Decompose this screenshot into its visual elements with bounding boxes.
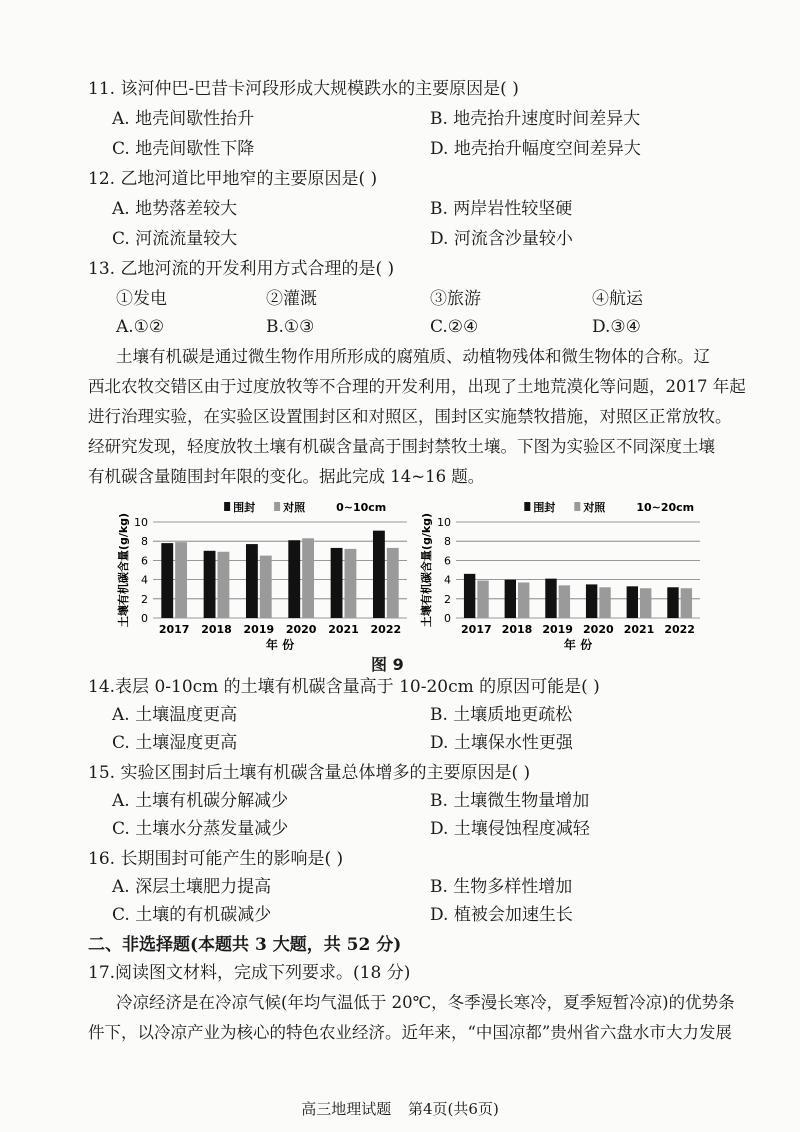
- bar-对照-2017: [477, 581, 488, 618]
- bar-围封-2020: [288, 540, 300, 618]
- q13-item-4: ④航运: [592, 289, 643, 309]
- figure-caption: 图 9: [371, 655, 404, 674]
- q13-option-d: D.③④: [592, 317, 641, 337]
- bar-对照-2020: [599, 587, 610, 618]
- x-tick-label: 2020: [285, 623, 317, 636]
- q13-option-c: C.②④: [430, 317, 479, 337]
- y-tick-label: 2: [444, 592, 451, 606]
- q17-stem: 17.阅读图文材料，完成下列要求。(18 分): [88, 963, 411, 983]
- legend-swatch-围封: [524, 502, 530, 511]
- x-tick-label: 2017: [461, 623, 492, 636]
- q11-option-c: C. 地壳间歇性下降: [112, 139, 255, 159]
- y-tick-label: 0: [141, 612, 148, 625]
- q11-option-a: A. 地壳间歇性抬升: [112, 109, 255, 129]
- page-footer: [0, 1098, 800, 1119]
- passage-line-4: 经研究发现，轻度放牧土壤有机碳含量高于围封禁牧土壤。下图为实验区不同深度土壤: [88, 437, 715, 456]
- legend-label-围封: 围封: [233, 501, 256, 514]
- bar-围封-2020: [586, 584, 597, 618]
- q17-passage-line-2: 件下，以冷凉产业为核心的特色农业经济。近年来，“中国凉都”贵州省六盘水市大力发展: [88, 1023, 732, 1042]
- q14-option-b: B. 土壤质地更疏松: [430, 705, 573, 725]
- x-tick-label: 2022: [370, 623, 402, 636]
- q14-option-c: C. 土壤湿度更高: [112, 733, 238, 753]
- q13-item-2: ②灌溉: [266, 289, 317, 309]
- bar-围封-2018: [505, 580, 516, 618]
- q17-passage-line-1: 冷凉经济是在冷凉气候(年均气温低于 20℃，冬季漫长寒冷，夏季短暂冷凉)的优势条: [116, 993, 735, 1012]
- q13-stem: 13. 乙地河流的开发利用方式合理的是( ): [88, 259, 395, 279]
- chart-title: 0~10cm: [336, 501, 387, 514]
- x-tick-label: 2021: [623, 623, 655, 636]
- y-tick-label: 8: [444, 535, 451, 549]
- bar-围封-2022: [373, 531, 385, 618]
- bar-围封-2017: [161, 543, 173, 618]
- chart-10-20cm-svg: [418, 492, 708, 650]
- x-axis-label: 年 份: [265, 638, 295, 650]
- q14-option-d: D. 土壤保水性更强: [430, 733, 573, 753]
- bar-对照-2020: [302, 538, 314, 618]
- bar-对照-2022: [387, 548, 399, 618]
- bar-对照-2017: [175, 542, 187, 618]
- legend-swatch-对照: [574, 502, 580, 511]
- bar-对照-2018: [518, 582, 529, 618]
- q13-item-1: ①发电: [116, 289, 167, 309]
- passage-line-5: 有机碳含量随围封年限的变化。据此完成 14~16 题。: [88, 467, 485, 486]
- x-tick-label: 2019: [542, 623, 573, 636]
- chart-title: 10~20cm: [636, 501, 695, 514]
- chart-0-10cm-svg: [115, 492, 415, 650]
- q16-option-c: C. 土壤的有机碳减少: [112, 905, 272, 925]
- bar-对照-2019: [260, 556, 272, 618]
- q13-option-a: A.①②: [116, 317, 165, 337]
- x-tick-label: 2021: [328, 623, 359, 636]
- y-tick-label: 8: [141, 535, 148, 549]
- q11-stem: 11. 该河仲巴-巴昔卡河段形成大规模跌水的主要原因是( ): [88, 79, 519, 99]
- y-tick-label: 10: [437, 516, 451, 529]
- bar-对照-2018: [218, 552, 230, 618]
- bar-围封-2018: [204, 551, 216, 618]
- x-tick-label: 2018: [501, 623, 533, 636]
- y-tick-label: 2: [141, 592, 148, 606]
- q13-option-b: B.①③: [266, 317, 315, 337]
- q16-option-a: A. 深层土壤肥力提高: [112, 877, 272, 897]
- chart-0-10cm: [115, 492, 415, 650]
- q12-option-a: A. 地势落差较大: [112, 199, 238, 219]
- x-tick-label: 2018: [201, 623, 232, 636]
- q15-option-a: A. 土壤有机碳分解减少: [112, 791, 289, 811]
- q16-option-d: D. 植被会加速生长: [430, 905, 573, 925]
- bar-围封-2019: [545, 579, 556, 618]
- q15-option-c: C. 土壤水分蒸发量减少: [112, 819, 289, 839]
- q15-option-d: D. 土壤侵蚀程度减轻: [430, 819, 590, 839]
- passage-line-3: 进行治理实验，在实验区设置围封区和对照区，围封区实施禁牧措施，对照区正常放牧。: [88, 407, 732, 426]
- section-2-heading: 二、非选择题(本题共 3 大题，共 52 分): [88, 935, 402, 955]
- x-tick-label: 2022: [664, 623, 695, 636]
- x-tick-label: 2020: [583, 623, 614, 636]
- x-tick-label: 2019: [243, 623, 275, 636]
- y-tick-label: 0: [444, 612, 451, 625]
- y-tick-label: 4: [444, 573, 451, 587]
- passage-line-2: 西北农牧交错区由于过度放牧等不合理的开发利用，出现了土地荒漠化等问题，2017 年起: [88, 377, 746, 396]
- bar-围封-2021: [627, 586, 638, 618]
- bar-围封-2022: [667, 587, 678, 618]
- q12-option-d: D. 河流含沙量较小: [430, 229, 573, 249]
- y-tick-label: 4: [141, 573, 148, 587]
- passage-line-1: 土壤有机碳是通过微生物作用所形成的腐殖质、动植物残体和微生物体的合称。辽: [116, 347, 710, 366]
- q14-option-a: A. 土壤温度更高: [112, 705, 238, 725]
- chart-10-20cm: [418, 492, 708, 650]
- q12-option-c: C. 河流流量较大: [112, 229, 238, 249]
- bar-围封-2019: [246, 544, 258, 618]
- footer-subject: 高三地理试题: [301, 1100, 392, 1118]
- legend-label-围封: 围封: [533, 501, 556, 514]
- x-axis-label: 年 份: [563, 638, 593, 650]
- bar-对照-2022: [681, 588, 692, 618]
- q12-option-b: B. 两岸岩性较坚硬: [430, 199, 573, 219]
- y-tick-label: 6: [444, 554, 451, 568]
- q16-stem: 16. 长期围封可能产生的影响是( ): [88, 849, 344, 869]
- q13-item-3: ③旅游: [430, 289, 481, 309]
- footer-page-number: 第4页(共6页): [408, 1100, 499, 1118]
- legend-swatch-围封: [224, 502, 230, 511]
- legend-label-对照: 对照: [583, 501, 606, 514]
- legend-swatch-对照: [274, 502, 280, 511]
- bar-对照-2021: [640, 588, 651, 618]
- bar-围封-2017: [464, 574, 475, 618]
- q11-option-d: D. 地壳抬升幅度空间差异大: [430, 139, 641, 159]
- q15-stem: 15. 实验区围封后土壤有机碳含量总体增多的主要原因是( ): [88, 763, 531, 783]
- y-tick-label: 10: [134, 516, 148, 529]
- y-tick-label: 6: [141, 554, 148, 568]
- bar-对照-2021: [345, 549, 357, 618]
- q15-option-b: B. 土壤微生物量增加: [430, 791, 590, 811]
- legend-label-对照: 对照: [283, 501, 306, 514]
- bar-对照-2019: [559, 585, 570, 618]
- x-tick-label: 2017: [158, 623, 190, 636]
- bar-围封-2021: [331, 548, 343, 618]
- y-axis-label: 土壤有机碳含量(g/kg): [117, 512, 130, 628]
- q14-stem: 14.表层 0-10cm 的土壤有机碳含量高于 10-20cm 的原因可能是( ): [88, 677, 600, 697]
- y-axis-label: 土壤有机碳含量(g/kg): [420, 512, 433, 628]
- q16-option-b: B. 生物多样性增加: [430, 877, 573, 897]
- q11-option-b: B. 地壳抬升速度时间差异大: [430, 109, 641, 129]
- q12-stem: 12. 乙地河道比甲地窄的主要原因是( ): [88, 169, 378, 189]
